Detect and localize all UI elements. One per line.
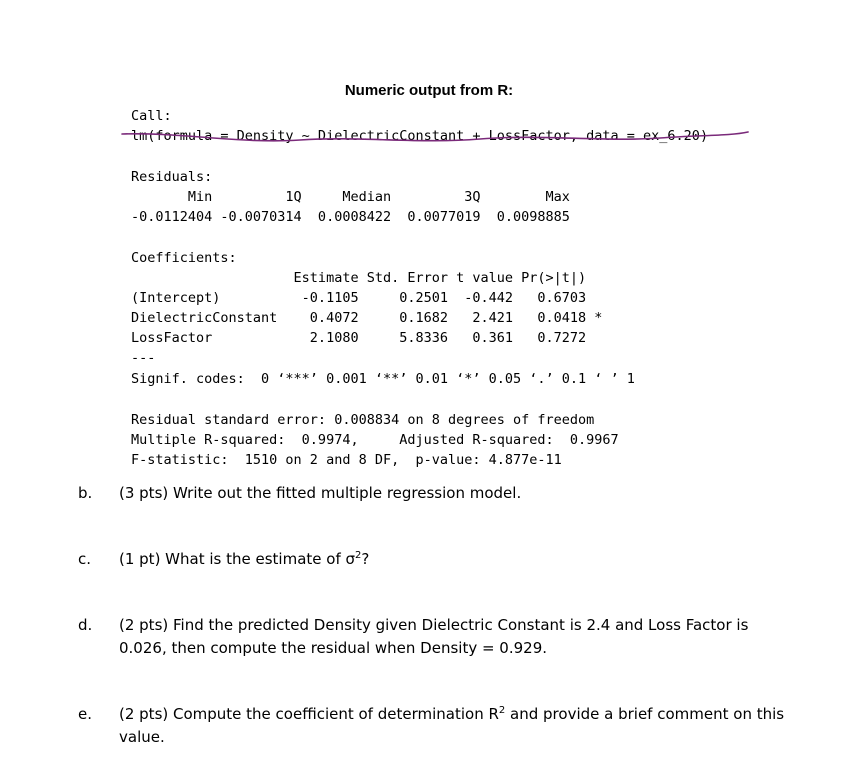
coef-header: Estimate Std. Error t value Pr(>|t|) <box>131 270 587 286</box>
coef-row-lossfactor: LossFactor 2.1080 5.8336 0.361 0.7272 <box>131 330 587 346</box>
f-statistic-line: F-statistic: 1510 on 2 and 8 DF, p-value: 4.877e-11 <box>131 452 562 468</box>
residuals-header: Min 1Q Median 3Q Max <box>131 189 570 205</box>
residuals-values: -0.0112404 -0.0070314 0.0008422 0.0077019 0.0098885 <box>131 209 570 225</box>
call-line: lm(formula = Density ~ DielectricConstant + LossFactor, data = ex_6.20) <box>131 128 709 144</box>
page-title: Numeric output from R: <box>344 82 514 99</box>
coef-row-dielectric: DielectricConstant 0.4072 0.1682 2.421 0.0418 * <box>131 310 603 326</box>
signif-codes: Signif. codes: 0 ‘***’ 0.001 ‘**’ 0.01 ‘*’ 0.05 ‘.’ 0.1 ‘ ’ 1 <box>131 371 635 387</box>
coefficients-label: Coefficients: <box>131 250 237 266</box>
r-squared-line: Multiple R-squared: 0.9974, Adjusted R-squared: 0.9967 <box>131 432 619 448</box>
handwritten-strikethrough <box>120 122 760 152</box>
residuals-label: Residuals: <box>131 169 213 185</box>
question-d-text: (2 pts) Find the predicted Density given Dielectric Constant is 2.4 and Loss Factor is 0.026, then compute the residual when Density = 0.929. <box>119 616 749 657</box>
question-b-label: b. <box>78 484 93 502</box>
question-c-text: (1 pt) What is the estimate of $\sigma^2$? <box>119 550 370 568</box>
rse-line: Residual standard error: 0.008834 on 8 degrees of freedom <box>131 412 595 428</box>
call-label: Call: <box>131 108 172 124</box>
coef-row-intercept: (Intercept) -0.1105 0.2501 -0.442 0.6703 <box>131 290 587 306</box>
question-e-text: (2 pts) Compute the coefficient of determination $R^2$ and provide a brief comment on this value. <box>119 705 785 746</box>
question-b-text: (3 pts) Write out the fitted multiple regression model. <box>119 484 522 502</box>
question-d-label: d. <box>78 616 93 634</box>
separator: --- <box>131 350 156 366</box>
question-e-label: e. <box>78 705 92 723</box>
question-c-label: c. <box>78 550 92 568</box>
